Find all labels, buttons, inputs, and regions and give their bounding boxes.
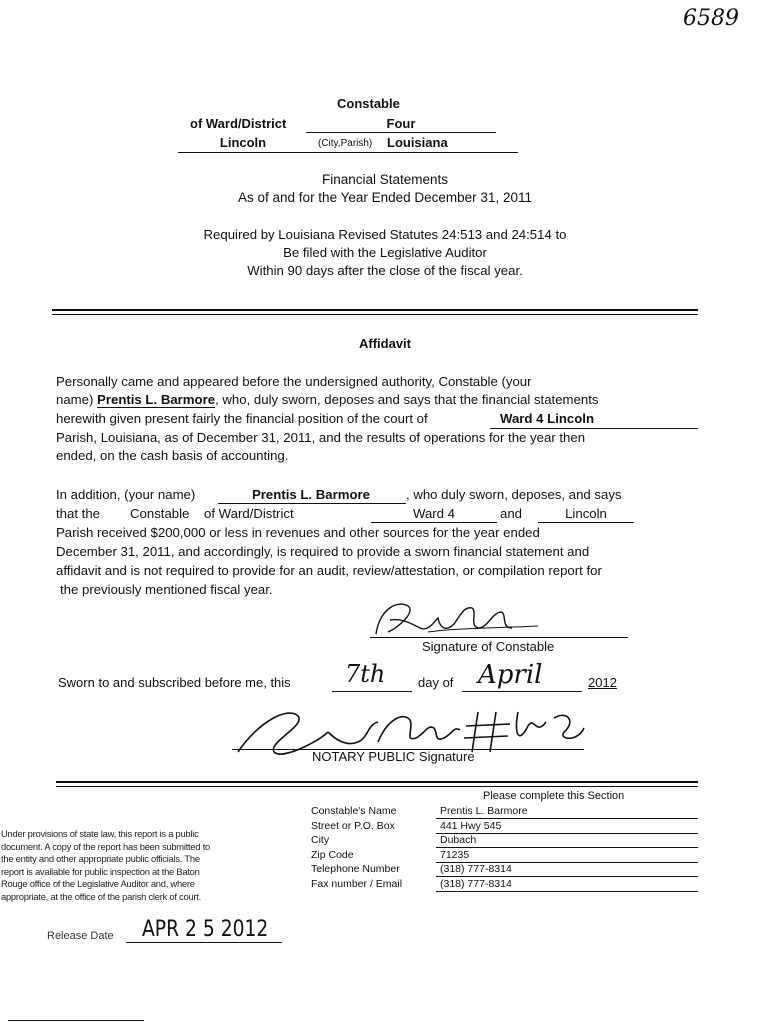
sworn-text: Sworn to and subscribed before me, this — [58, 675, 291, 690]
affidavit-p2-line3: Parish received $200,000 or less in revenues and other sources for the year ended — [56, 525, 540, 540]
sworn-month: April — [478, 660, 543, 690]
second-name-underline — [218, 503, 406, 504]
sworn-day: 7th — [345, 660, 386, 688]
p2-parish-value: Lincoln — [565, 506, 607, 521]
constable-name: Prentis L. Barmore — [97, 392, 216, 407]
release-date-stamp: APR 2 5 2012 — [142, 917, 269, 942]
contact-value-underline — [436, 847, 698, 848]
contact-value: (318) 777-8314 — [440, 863, 512, 875]
affidavit-p1-line3 — [56, 410, 428, 428]
sworn-month-underline — [462, 691, 582, 692]
contact-value: 441 Hwy 545 — [440, 819, 502, 832]
constable-signature-line — [370, 637, 628, 638]
affidavit-p1-line5: ended, on the cash basis of accounting. — [56, 448, 289, 463]
required-line-3: Within 90 days after the close of the fiscal year. — [247, 263, 523, 278]
parish-label: (City,Parish) — [318, 138, 373, 149]
day-of-text: day of — [418, 675, 454, 690]
p2-and: and — [500, 506, 523, 521]
contact-label: Constable's Name — [311, 805, 397, 817]
notice-line: appropriate, at the office of the parish clerk of court. — [1, 890, 202, 902]
section-divider-bottom — [52, 314, 698, 315]
title-line-2: As of and for the Year Ended December 31, 2011 — [238, 190, 532, 205]
notice-line: document. A copy of the report has been submitted to — [1, 840, 211, 852]
contact-value-underline — [436, 891, 698, 892]
sworn-day-underline — [332, 691, 412, 692]
p2-ward-value: Ward 4 — [412, 506, 455, 521]
parish-underline — [178, 152, 518, 153]
bottom-divider-top — [56, 781, 698, 783]
affidavit-p2-suffix: , who duly sworn, deposes, and says — [406, 487, 622, 502]
handwritten-file-number: 6589 — [683, 6, 739, 31]
public-notice — [1, 828, 291, 903]
p2-that-the: that the — [56, 506, 100, 521]
affidavit-p2-line5: affidavit and is not required to provide for an audit, review/attestation, or compilation report for — [56, 563, 602, 578]
name-prefix: name) — [56, 392, 94, 407]
contact-label: Street or P.O. Box — [311, 819, 395, 832]
affidavit-p1-line1: Personally came and appeared before the undersigned authority, Constable (your — [56, 374, 532, 389]
p2-parish-underline — [538, 522, 634, 523]
ward-label: of Ward/District — [190, 116, 287, 131]
notice-line: the entity and other appropriate public officials. The — [1, 853, 200, 864]
contact-value: Dubach — [440, 834, 477, 846]
p2-ward-underline — [371, 522, 497, 523]
notary-signature-label: NOTARY PUBLIC Signature — [312, 749, 475, 764]
affidavit-p2-line4: December 31, 2011, and accordingly, is required to provide a sworn financial statement and — [56, 544, 590, 559]
contact-label: Telephone Number — [311, 863, 400, 875]
footer-rule — [8, 1020, 144, 1021]
office-title: Constable — [337, 96, 400, 111]
p2-ward-label: of Ward/District — [204, 506, 294, 521]
affidavit-heading: Affidavit — [359, 336, 411, 351]
contact-heading: Please complete this Section — [483, 790, 625, 802]
parish-value: Lincoln — [219, 135, 267, 150]
notice-line: Rouge office of the Legislative Auditor and, where — [1, 878, 195, 889]
constable-signature-label: Signature of Constable — [422, 639, 555, 654]
second-constable-name: Prentis L. Barmore — [252, 487, 370, 502]
sworn-year: 2012 — [588, 675, 617, 690]
affidavit-p1-line2 — [56, 391, 598, 409]
notice-line: Under provisions of state law, this report is a public — [1, 828, 199, 839]
contact-value: (318) 777-8314 — [440, 877, 512, 890]
notice-line: report is available for public inspection at the Baton — [1, 865, 200, 877]
title-line-1: Financial Statements — [321, 172, 449, 187]
release-date-underline — [126, 942, 282, 943]
release-date-label: Release Date — [47, 930, 114, 942]
required-line-2: Be filed with the Legislative Auditor — [283, 245, 487, 260]
court-name: Ward 4 Lincoln — [500, 411, 595, 426]
contact-label: Fax number / Email — [311, 877, 403, 890]
court-prefix: herewith given present fairly the financial position of the court of — [56, 411, 428, 426]
ward-underline — [306, 132, 496, 133]
contact-label: Zip Code — [311, 848, 354, 861]
section-divider-top — [52, 309, 698, 311]
bottom-divider-bottom — [56, 786, 698, 787]
affidavit-p1-line4: Parish, Louisiana, as of December 31, 2011, and the results of operations for the year then — [56, 430, 586, 445]
affidavit-p2-prefix: In addition, (your name) — [56, 487, 196, 502]
required-line-1: Required by Louisiana Revised Statutes 24:513 and 24:514 to — [203, 227, 567, 242]
contact-value: Prentis L. Barmore — [440, 805, 528, 817]
ward-value: Four — [386, 116, 416, 131]
state-name: Louisiana — [387, 135, 448, 150]
contact-value: 71235 — [440, 848, 470, 861]
affidavit-p2-line6: the previously mentioned fiscal year. — [60, 582, 273, 597]
contact-label: City — [311, 834, 330, 846]
name-suffix: , who, duly sworn, deposes and says that the financial statements — [215, 392, 599, 407]
p2-office: Constable — [130, 506, 190, 521]
